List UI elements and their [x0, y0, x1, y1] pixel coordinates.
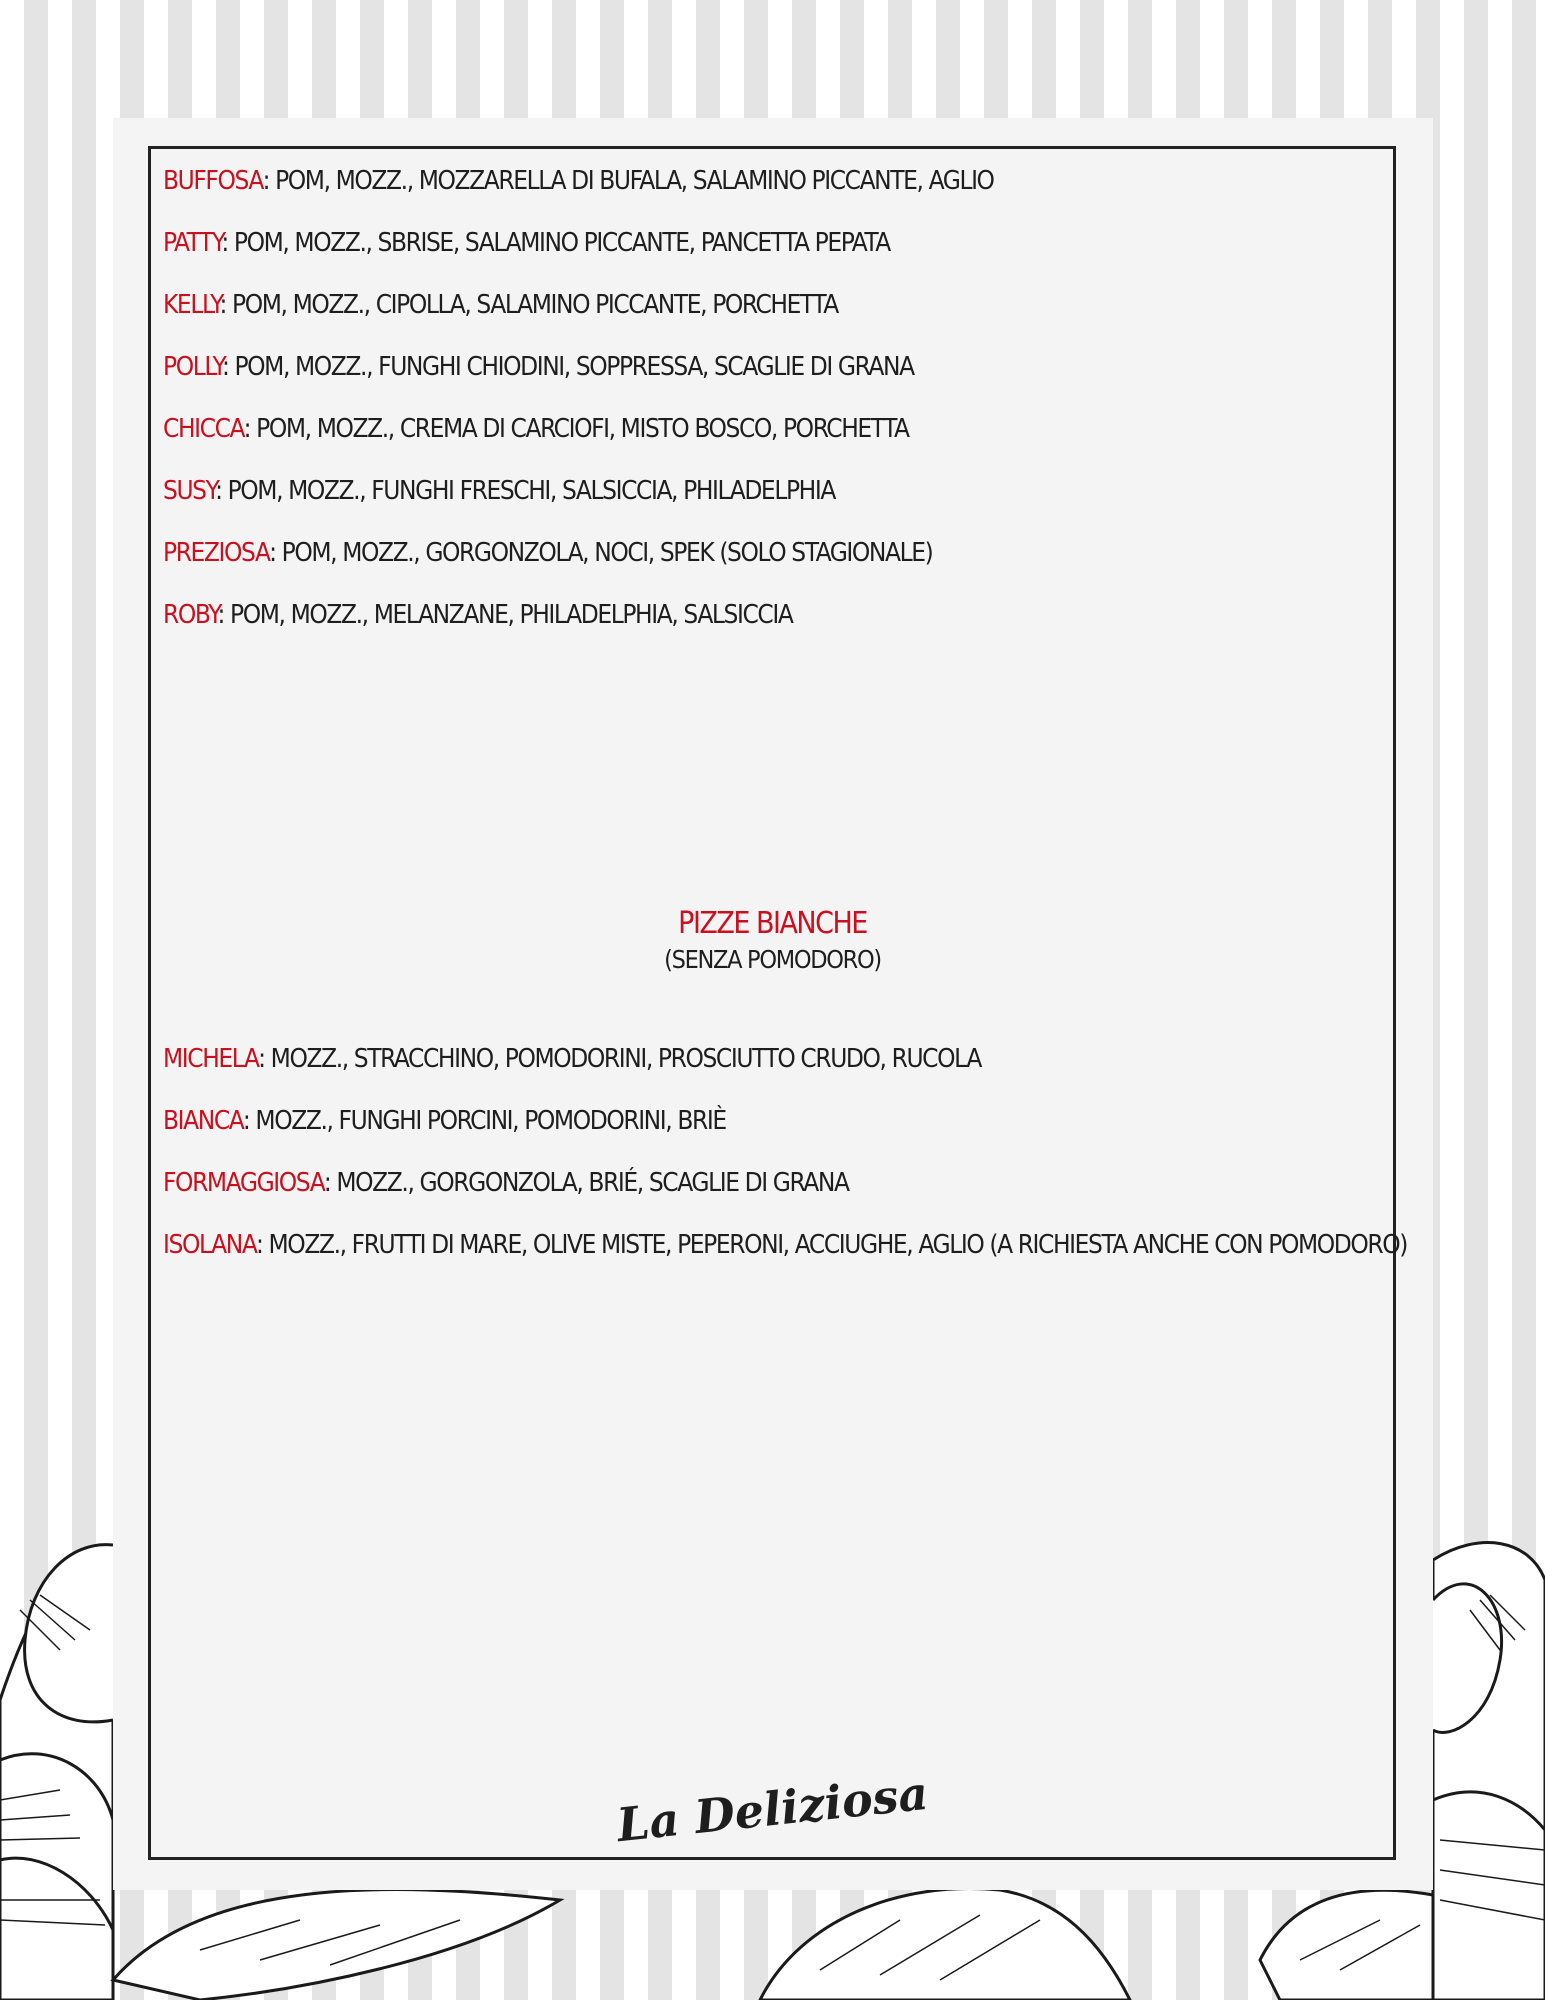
pizza-ingredients: : POM, MOZZ., MELANZANE, PHILADELPHIA, SALSICCIA	[217, 600, 793, 630]
pizza-ingredients: : MOZZ., FUNGHI PORCINI, POMODORINI, BRIÈ	[242, 1106, 726, 1136]
list-item	[163, 342, 994, 404]
pizza-ingredients: : POM, MOZZ., GORGONZOLA, NOCI, SPEK (SOLO STAGIONALE)	[269, 538, 933, 568]
pizza-ingredients: : POM, MOZZ., SBRISE, SALAMINO PICCANTE, PANCETTA PEPATA	[221, 228, 890, 258]
pizza-ingredients: : MOZZ., GORGONZOLA, BRIÉ, SCAGLIE DI GRANA	[323, 1168, 849, 1198]
pizza-name: KELLY	[163, 290, 220, 320]
pizza-name: BIANCA	[163, 1106, 243, 1136]
pizza-name: ISOLANA	[163, 1230, 257, 1260]
list-item	[163, 466, 994, 528]
pizza-ingredients: : POM, MOZZ., MOZZARELLA DI BUFALA, SALAMINO PICCANTE, AGLIO	[262, 166, 994, 196]
pizza-name: MICHELA	[163, 1044, 259, 1074]
list-item	[163, 156, 994, 218]
list-item	[163, 280, 994, 342]
pizza-ingredients: : POM, MOZZ., FUNGHI FRESCHI, SALSICCIA, PHILADELPHIA	[215, 476, 835, 506]
pizza-name: CHICCA	[163, 414, 244, 444]
list-item	[163, 590, 994, 652]
pizza-ingredients: : POM, MOZZ., CREMA DI CARCIOFI, MISTO BOSCO, PORCHETTA	[243, 414, 909, 444]
pizza-name: FORMAGGIOSA	[163, 1168, 324, 1198]
pizza-ingredients: : POM, MOZZ., FUNGHI CHIODINI, SOPPRESSA, SCAGLIE DI GRANA	[221, 352, 914, 382]
section-subtitle: (SENZA POMODORO)	[664, 945, 881, 974]
list-item	[163, 404, 994, 466]
pizza-ingredients: : POM, MOZZ., CIPOLLA, SALAMINO PICCANTE, PORCHETTA	[219, 290, 838, 320]
pizza-name: SUSY	[163, 476, 216, 506]
pizza-ingredients: : MOZZ., STRACCHINO, POMODORINI, PROSCIUTTO CRUDO, RUCOLA	[258, 1044, 981, 1074]
pizza-name: ROBY	[163, 600, 218, 630]
list-item	[163, 1158, 1407, 1220]
pizza-name: BUFFOSA	[163, 166, 263, 196]
pizza-name: PATTY	[163, 228, 222, 258]
list-item	[163, 528, 994, 590]
pizza-ingredients: : MOZZ., FRUTTI DI MARE, OLIVE MISTE, PEPERONI, ACCIUGHE, AGLIO (A RICHIESTA ANCHE CON POMODORO)	[256, 1230, 1408, 1260]
pizze-rosse-list	[163, 156, 994, 652]
list-item	[163, 218, 994, 280]
section-title: PIZZE BIANCHE	[678, 906, 867, 941]
list-item	[163, 1220, 1407, 1282]
pizza-name: POLLY	[163, 352, 222, 382]
pizze-bianche-list	[163, 1034, 1407, 1282]
list-item	[163, 1096, 1407, 1158]
list-item	[163, 1034, 1407, 1096]
brand-logo: La Deliziosa	[614, 1765, 931, 1853]
pizza-name: PREZIOSA	[163, 538, 270, 568]
